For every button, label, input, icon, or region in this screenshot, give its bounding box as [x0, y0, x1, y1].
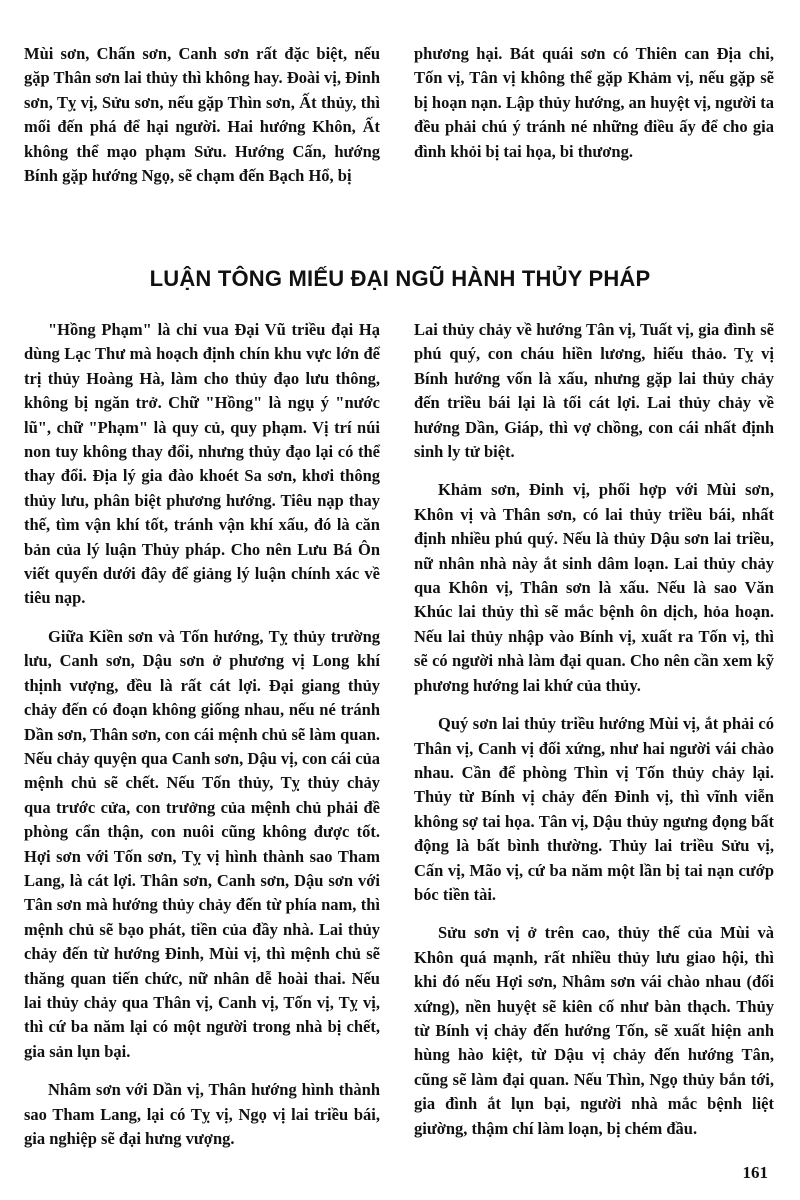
- paragraph: Mùi sơn, Chấn sơn, Canh sơn rất đặc biệt, nếu gặp Thân sơn lai thủy thì không hay. Đoài vị, Đinh sơn, Tỵ vị, Sửu sơn, nếu gặp Thìn sơn, Ất thủy, thì mối đến phá để hại người. Hai hướng Khôn, Ất không thể mạo phạm Sửu. Hướng Cấn, hướng Bính gặp hướng Ngọ, sẽ chạm đến Bạch Hổ, bị: [24, 44, 380, 186]
- paragraph: phương hại. Bát quái sơn có Thiên can Địa chi, Tốn vị, Tân vị không thể gặp Khảm vị, nếu gặp sẽ bị hoạn nạn. Lập thủy hướng, an huyệt vị, người ta đều phải chú ý tránh né những điều ấy để cho gia đình khỏi bị tai họa, bi thương.: [414, 44, 774, 161]
- paragraph: Nhâm sơn với Dần vị, Thân hướng hình thành sao Tham Lang, lại có Tỵ vị, Ngọ vị lai triều bái, gia nghiệp sẽ đại hưng vượng.: [24, 1080, 380, 1148]
- paragraph: Sửu sơn vị ở trên cao, thủy thế của Mùi và Khôn quá mạnh, rất nhiều thủy lưu giao hội, thì khi đó nếu Hợi sơn, Nhâm sơn vái chào nhau (đối xứng), nền huyệt sẽ kiên cố như bàn thạch. Thủy từ Bính vị chảy đến hướng Tốn, sẽ xuất hiện anh hùng hào kiệt, từ Dậu vị chảy đến hướng Tân, cũng sẽ làm đại quan. Nếu Thìn, Ngọ thủy bắn tới, gia đình ắt lụn bại, người nhà mắc bệnh liệt giường, thậm chí làm loạn, bị chém đầu.: [414, 923, 774, 1138]
- paragraph: "Hồng Phạm" là chỉ vua Đại Vũ triều đại Hạ dùng Lạc Thư mà hoạch định chín khu vực lớn để trị thủy Hoàng Hà, làm cho thủy đạo lưu thông, không bị ngăn trở. Chữ "Hồng" là ngụ ý "nước lũ", chữ "Phạm" là quy củ, quy phạm. Vị trí núi non tuy không thay đổi, nhưng thủy đạo lại có thể thay đổi. Địa lý gia đào khoét Sa sơn, khơi thông thủy lưu, phân biệt phương hướng. Tiêu nạp thay thế, tìm vận khí tốt, tránh vận khí xấu, đó là căn bản của lý luận Thủy pháp. Cho nên Lưu Bá Ôn viết quyển dưới đây để giảng lý luận chính xác về tiêu nạp.: [24, 320, 380, 608]
- section-title: LUẬN TÔNG MIẾU ĐẠI NGŨ HÀNH THỦY PHÁP: [149, 266, 651, 291]
- body-left-column: [24, 318, 380, 1151]
- body-right-column: [414, 318, 774, 1141]
- paragraph: Khảm sơn, Đinh vị, phối hợp với Mùi sơn, Khôn vị và Thân sơn, có lai thủy triều bái, nhất định nhiều phú quý. Nếu là thủy Dậu sơn lai triều, nữ nhân nhà này ắt sinh dâm loạn. Lai thủy chảy qua Khôn vị, Thân sơn là xấu. Nếu là sao Văn Khúc lai thủy thì sẽ mắc bệnh ôn dịch, hỏa hoạn. Nếu lai thủy nhập vào Bính vị, xuất ra Tốn vị, thì sẽ có người nhà làm đại quan. Cho nên cần xem kỹ phương hướng lai khứ của thủy.: [414, 480, 774, 695]
- top-left-column: [24, 42, 380, 188]
- paragraph: Quý sơn lai thủy triều hướng Mùi vị, ắt phải có Thân vị, Canh vị đối xứng, như hai người vái chào nhau. Cần để phòng Thìn vị Tốn thủy chảy lại. Thủy từ Bính vị chảy đến Đinh vị, thì vĩnh viễn không sợ tai họa. Tân vị, Dậu thủy ngưng đọng bất động là bất bình thường. Thủy lai triều Sửu vị, Cấn vị, Mão vị, cứ ba năm một lần bị tai nạn cướp bóc tiền tài.: [414, 714, 774, 904]
- top-right-column: [414, 42, 774, 164]
- paragraph: Giữa Kiền sơn và Tốn hướng, Tỵ thủy trường lưu, Canh sơn, Dậu sơn ở phương vị Long khí thịnh vượng, đều là rất cát lợi. Đại giang thủy chảy đến có đoạn không giống nhau, nếu né tránh Dần sơn, Thân sơn, con cái mệnh chủ sẽ làm quan. Nếu chảy quyện qua Canh sơn, Dậu vị, con cái của mệnh chủ sẽ chết. Nếu Tốn thủy, Tỵ thủy chảy qua trước cửa, con trưởng của mệnh chủ phải đề phòng cẩn thận, con nuôi cũng không được tốt. Hợi sơn với Tốn sơn, Tỵ vị hình thành sao Tham Lang, là cát lợi. Thân sơn, Canh sơn, Dậu sơn với Tân sơn mà hướng thủy chảy đến từ phía nam, thì mệnh chủ sẽ bạo phát, tiền của đầy nhà. Lai thủy chảy đến từ hướng Đinh, Mùi vị, thì mệnh chủ sẽ thăng quan tiến chức, nữ nhân dễ hoài thai. Nếu lai thủy chảy qua Thân vị, Canh vị, Tốn vị, Tỵ vị, thì cứ ba năm lại có một người trong nhà bị chết, gia sản lụn bại.: [24, 626, 380, 1061]
- page-number: 161: [742, 1163, 768, 1182]
- paragraph: Lai thủy chảy về hướng Tân vị, Tuất vị, gia đình sẽ phú quý, con cháu hiền lương, hiếu thảo. Tỵ vị Bính hướng vốn là xấu, nhưng gặp lai thủy chảy đến triều bái lại là tối cát lợi. Lai thủy chảy về hướng Dần, Giáp, thì vợ chồng, con cái nhất định sinh ly tử biệt.: [414, 320, 774, 462]
